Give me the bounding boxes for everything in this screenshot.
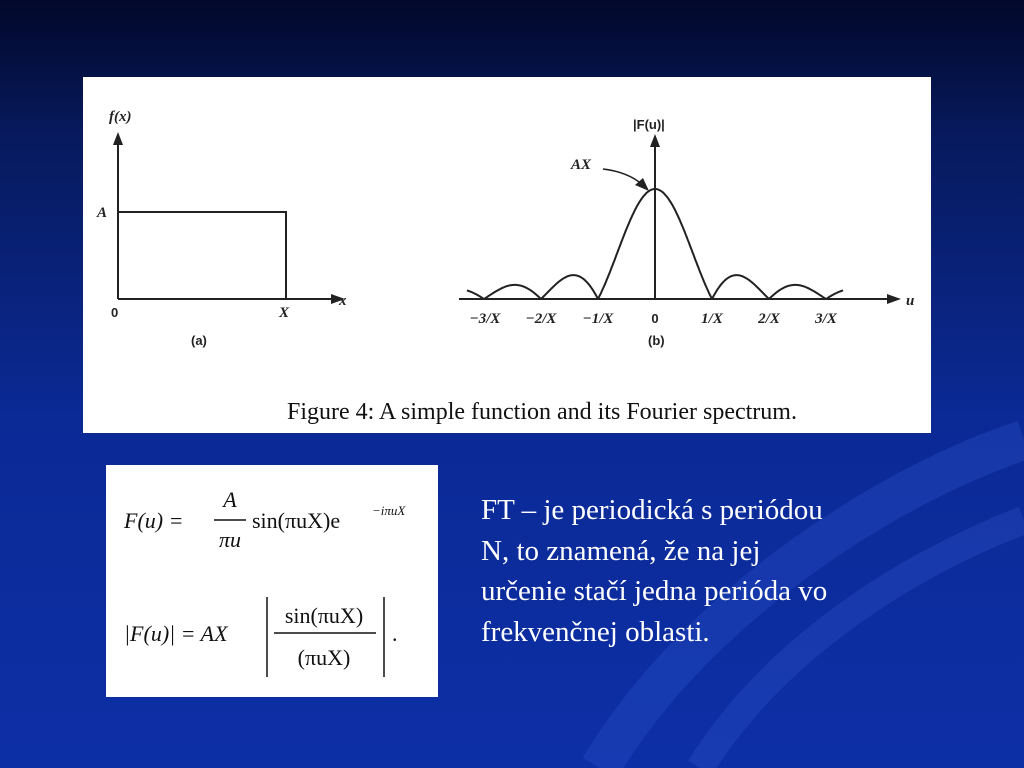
fourier-figure xyxy=(83,77,931,433)
left-y-arrow-icon xyxy=(113,132,123,145)
fourier-figure-panel xyxy=(83,77,931,433)
slide-body-text xyxy=(481,490,951,652)
fourier-spectrum-plot xyxy=(459,117,914,348)
right-y-label: |F(u)| xyxy=(633,117,665,132)
right-x-arrow-icon xyxy=(887,294,901,304)
left-sublabel: (a) xyxy=(191,333,207,348)
formula2-numerator: sin(πuX) xyxy=(284,603,364,628)
formula-panel xyxy=(106,465,438,697)
body-line-1: FT – je periodická s periódou xyxy=(481,494,823,526)
formula1-denominator: πu xyxy=(218,527,242,552)
tick-label: −1/X xyxy=(582,311,614,327)
tick-label: 2/X xyxy=(758,311,780,327)
formula-line-1 xyxy=(123,487,406,552)
figure-caption: Figure 4: A simple function and its Fourier spectrum. xyxy=(287,399,797,425)
formula2-denominator: (πuX) xyxy=(297,645,351,670)
body-line-3: určenie stačí jedna perióda vo xyxy=(481,575,828,608)
peak-label: AX xyxy=(571,157,592,173)
right-y-arrow-icon xyxy=(650,134,660,147)
formula1-exponent: −iπuX xyxy=(372,503,406,518)
tick-label: 1/X xyxy=(701,311,723,327)
rect-function-plot xyxy=(96,109,347,348)
peak-pointer xyxy=(603,169,643,185)
body-line-4: frekvenčnej oblasti. xyxy=(481,615,710,648)
body-line-2: N, to znamená, že na jej xyxy=(481,534,761,567)
formula1-lhs: F(u) = xyxy=(124,508,184,533)
amplitude-label: A xyxy=(97,205,108,221)
formula-line-2 xyxy=(124,597,398,677)
spectrum-tick-labels xyxy=(470,311,838,327)
rect-pulse xyxy=(118,212,286,299)
left-x-label: x xyxy=(339,293,347,309)
left-end-label: X xyxy=(279,305,290,321)
formula2-end: . xyxy=(392,621,398,646)
tick-label: 0 xyxy=(651,311,659,326)
right-sublabel: (b) xyxy=(648,333,665,348)
tick-label: 3/X xyxy=(815,311,837,327)
left-y-label: f(x) xyxy=(109,109,132,125)
left-origin-label: 0 xyxy=(111,305,119,320)
tick-label: −3/X xyxy=(469,311,501,327)
formulas xyxy=(106,465,438,697)
formula1-rhs: sin(πuX)e xyxy=(252,508,341,533)
tick-label: −2/X xyxy=(525,311,557,327)
formula2-lhs: |F(u)| = AX xyxy=(124,621,228,646)
right-x-label: u xyxy=(906,293,915,309)
formula1-numerator: A xyxy=(223,487,237,512)
